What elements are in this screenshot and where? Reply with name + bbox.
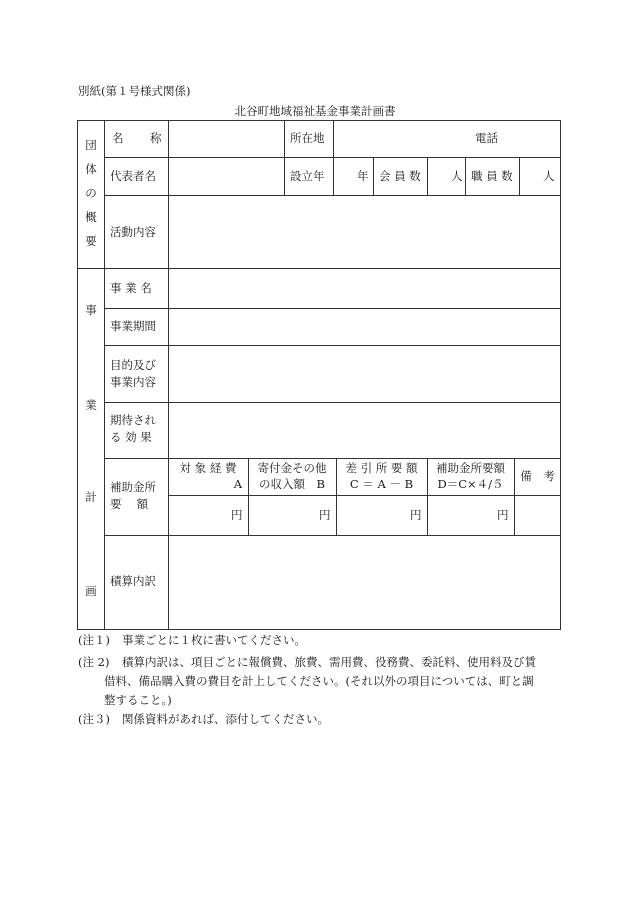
column-line [284,120,285,196]
row-line [104,308,561,309]
row-line [168,495,561,496]
note-2-line2: 借料、備品購入費の費目を計上してください。(それ以外の項目については、町と調 [104,674,534,688]
column-line [519,157,520,196]
col-b-header-line2: の収入額 B [259,477,325,491]
note-3-text: 関係資料があれば、添付してください。 [122,712,329,726]
purpose-label-line1: 目的及び [110,358,156,372]
expected-label-line2: る 効 果 [110,430,152,444]
col-e-header: 備 考 [520,469,555,483]
members-label: 会 員 数 [379,169,421,183]
note-2-line1: 積算内訳は、項目ごとに報償費、旅費、需用費、役務費、委託料、使用料及び賃 [122,655,536,669]
row-line [104,458,561,459]
note-3-tag: (注３) [78,712,110,726]
org-section-char: 概 [85,210,97,224]
note-2-line3: 整すること。) [104,693,172,707]
plan-section-char: 計 [85,490,97,504]
yen-unit-d: 円 [497,508,509,522]
row-line [104,402,561,403]
subsidy-label-line2: 要 額 [110,497,149,511]
table-border-top [77,120,561,121]
project-period-label: 事業期間 [110,319,156,333]
col-d-header-line1: 補助金所要額 [436,461,505,475]
column-line [168,120,169,630]
col-a-header-line2: A [233,477,242,491]
attachment-label: 別紙(第１号様式関係) [78,84,191,98]
phone-label: 電話 [475,131,498,145]
column-line [427,458,428,536]
estimate-label: 積算内訳 [110,574,156,588]
org-section-char: の [85,186,97,200]
name-label-char: 名 [112,131,124,145]
form-title: 北谷町地域福祉基金事業計画書 [234,104,396,118]
project-name-label: 事 業 名 [110,281,152,295]
col-c-header-line1: 差 引 所 要 額 [345,461,418,475]
org-section-char: 団 [85,138,97,152]
col-a-header-line1: 対 象 経 費 [179,461,237,475]
activity-label: 活動内容 [110,225,156,239]
row-line [104,535,561,536]
org-section-char: 要 [85,234,97,248]
col-c-header-line2: C ＝ A － B [349,477,414,491]
expected-label-line1: 期待され [110,413,156,427]
yen-unit-c: 円 [410,508,422,522]
column-line [248,458,249,536]
table-border-left [77,120,78,630]
row-line [104,345,561,346]
representative-label: 代表者名 [110,169,156,183]
col-d-header-line2: D＝C×４/５ [437,477,504,491]
year-unit: 年 [357,169,369,183]
established-label: 設立年 [290,169,325,183]
purpose-label-line2: 事業内容 [110,375,156,389]
members-unit: 人 [451,169,463,183]
col-b-header-line1: 寄付金その他 [257,461,327,475]
address-label: 所在地 [290,131,325,145]
section-divider [77,268,561,269]
org-section-char: 体 [85,162,97,176]
column-line [514,458,515,536]
column-line [465,157,466,196]
name-label-char: 称 [150,131,162,145]
table-border-right [560,120,561,630]
column-line [104,120,105,630]
staff-unit: 人 [543,169,555,183]
yen-unit-a: 円 [231,508,243,522]
plan-section-char: 事 [85,303,97,317]
yen-unit-b: 円 [319,508,331,522]
subsidy-label-line1: 補助金所 [110,480,156,494]
staff-label: 職 員 数 [471,169,513,183]
table-border-bottom [77,629,561,630]
note-1-text: 事業ごとに１枚に書いてください。 [122,633,306,647]
plan-section-char: 業 [85,398,97,412]
note-1-tag: (注１) [78,633,110,647]
column-line [427,157,428,196]
note-2-tag: (注 2) [78,655,110,669]
plan-section-char: 画 [85,584,97,598]
column-line [336,458,337,536]
column-line [373,157,374,196]
column-line [333,120,334,196]
